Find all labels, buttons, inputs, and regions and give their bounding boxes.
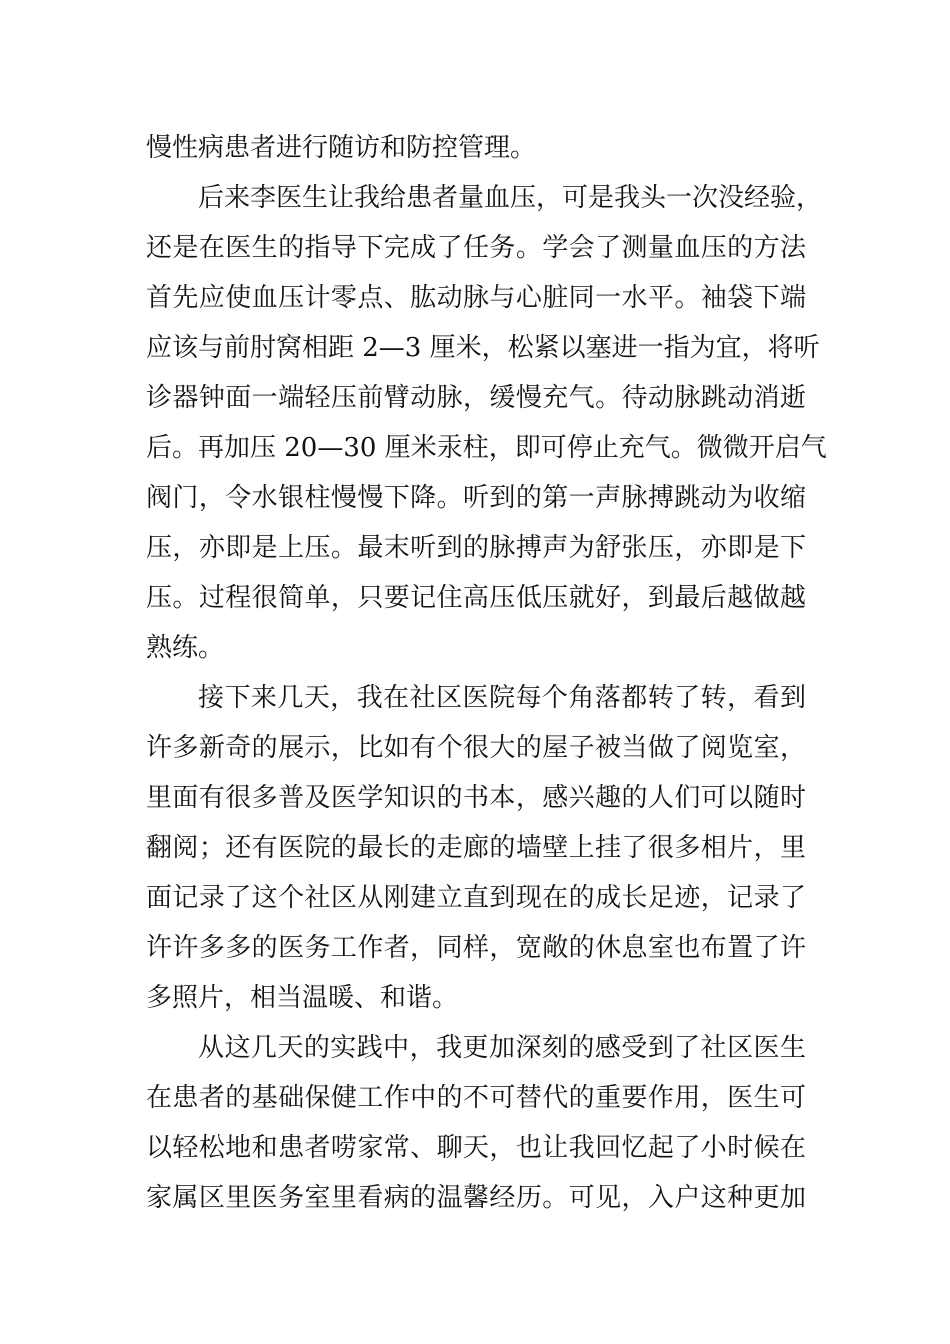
text-line: 许许多多的医务工作者，同样，宽敞的休息室也布置了许 xyxy=(146,933,806,963)
text-line: 后。再加压 20—30 厘米汞柱，即可停止充气。微微开启气 xyxy=(146,433,827,463)
text-line: 熟练。 xyxy=(146,633,225,663)
text-line: 在患者的基础保健工作中的不可替代的重要作用，医生可 xyxy=(146,1083,806,1113)
text-line: 里面有很多普及医学知识的书本，感兴趣的人们可以随时 xyxy=(146,783,806,813)
text-line: 还是在医生的指导下完成了任务。学会了测量血压的方法 xyxy=(146,233,806,263)
text-line: 慢性病患者进行随访和防控管理。 xyxy=(146,133,537,163)
paragraph-first-line: 接下来几天，我在社区医院每个角落都转了转，看到 xyxy=(198,683,806,713)
text-line: 阀门，令水银柱慢慢下降。听到的第一声脉搏跳动为收缩 xyxy=(146,483,806,513)
paragraph-first-line: 后来李医生让我给患者量血压，可是我头一次没经验， xyxy=(198,183,823,213)
text-line: 多照片，相当温暖、和谐。 xyxy=(146,983,459,1013)
text-line: 应该与前肘窝相距 2—3 厘米，松紧以塞进一指为宜，将听 xyxy=(146,333,820,363)
paragraph-first-line: 从这几天的实践中，我更加深刻的感受到了社区医生 xyxy=(198,1033,806,1063)
text-line: 压，亦即是上压。最末听到的脉搏声为舒张压，亦即是下 xyxy=(146,533,806,563)
text-line: 家属区里医务室里看病的温馨经历。可见，入户这种更加 xyxy=(146,1183,806,1213)
text-line: 首先应使血压计零点、肱动脉与心脏同一水平。袖袋下端 xyxy=(146,283,806,313)
text-line: 翻阅；还有医院的最长的走廊的墙壁上挂了很多相片，里 xyxy=(146,833,806,863)
text-line: 以轻松地和患者唠家常、聊天，也让我回忆起了小时候在 xyxy=(146,1133,806,1163)
text-line: 诊器钟面一端轻压前臂动脉，缓慢充气。待动脉跳动消逝 xyxy=(146,383,806,413)
text-line: 许多新奇的展示，比如有个很大的屋子被当做了阅览室， xyxy=(146,733,806,763)
text-line: 压。过程很简单，只要记住高压低压就好，到最后越做越 xyxy=(146,583,806,613)
text-line: 面记录了这个社区从刚建立直到现在的成长足迹，记录了 xyxy=(146,883,806,913)
